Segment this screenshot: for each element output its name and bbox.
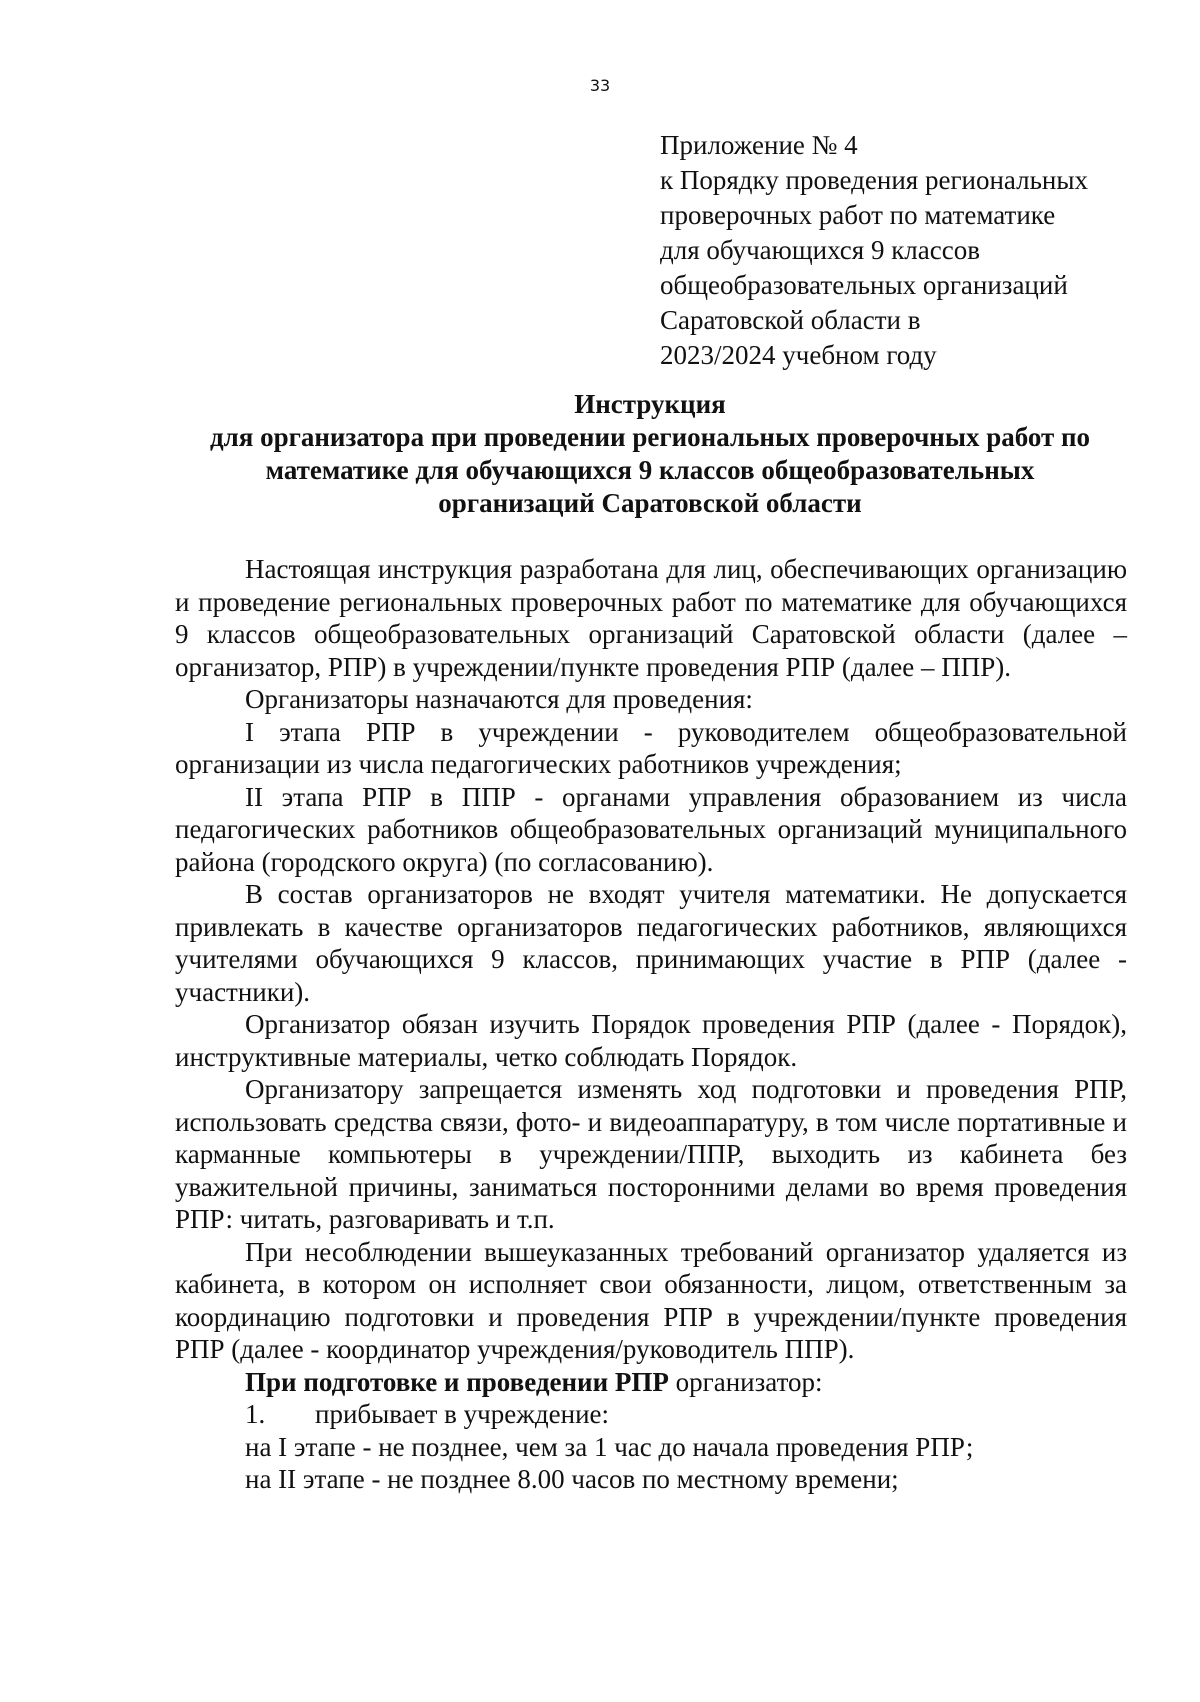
appendix-line: 2023/2024 учебном году <box>660 340 937 370</box>
appendix-line: общеобразовательных организаций <box>660 270 1068 300</box>
paragraph-stage-two: II этапа РПР в ППР - органами управления образованием из числа педагогических работников общеобразовательных организаций муниципального района (городского округа) (по согласованию). <box>175 781 1127 877</box>
duties-intro-bold: При подготовке и проведении РПР <box>245 1366 669 1397</box>
list-item-1-line-1: на I этапе - не позднее, чем за 1 час до начала проведения РПР; <box>245 1431 974 1462</box>
paragraph-purpose: Настоящая инструкция разработана для лиц, обеспечивающих организацию и проведение региональных проверочных работ по математике для обучающихся 9 классов общеобразовательных организаций Саратовской области (далее – организатор, РПР) в учреждении/пункте проведения РПР (далее – ППР). <box>175 554 1127 682</box>
appendix-header <box>660 128 1140 373</box>
paragraph-duties-intro <box>175 1366 1127 1399</box>
appendix-line: Саратовской области в <box>660 305 921 335</box>
paragraph-removal: При несоблюдении вышеуказанных требований организатор удаляется из кабинета, в котором он исполняет свои обязанности, лицом, ответственным за координацию подготовки и проведения РПР в учреждении/пункте проведения РПР (далее - координатор учреждения/руководитель ППР). <box>175 1236 1127 1364</box>
appendix-line: к Порядку проведения региональных <box>660 165 1089 195</box>
page-number: 33 <box>589 76 611 95</box>
paragraph-prohibitions: Организатору запрещается изменять ход подготовки и проведения РПР, использовать средства связи, фото- и видеоаппаратуру, в том числе портативные и карманные компьютеры в учреждении/ППР, выходить из кабинета без уважительной причины, заниматься посторонними делами во время проведения РПР: читать, разговаривать и т.п. <box>175 1074 1127 1234</box>
appendix-line: для обучающихся 9 классов <box>660 235 980 265</box>
title-line: математике для обучающихся 9 классов общеобразовательных <box>265 455 1035 485</box>
paragraph-obligations: Организатор обязан изучить Порядок проведения РПР (далее - Порядок), инструктивные материалы, четко соблюдать Порядок. <box>175 1009 1127 1072</box>
paragraph-exclusions: В состав организаторов не входят учителя математики. Не допускается привлекать в качестве организаторов педагогических работников, являющихся учителями обучающихся 9 классов, принимающих участие в РПР (далее - участники). <box>175 879 1127 1007</box>
list-item-1 <box>175 1398 1127 1431</box>
paragraph-stage-one: I этапа РПР в учреждении - руководителем общеобразовательной организации из числа педагогических работников учреждения; <box>175 716 1127 779</box>
title-line: организаций Саратовской области <box>438 488 862 518</box>
list-item-1-line-2: на II этапе - не позднее 8.00 часов по местному времени; <box>245 1464 899 1494</box>
duties-intro-rest: организатор: <box>668 1366 823 1397</box>
appendix-line: проверочных работ по математике <box>660 200 1056 230</box>
list-item-text: прибывает в учреждение: <box>315 1399 610 1429</box>
document-title <box>150 388 1150 520</box>
paragraph-appointment: Организаторы назначаются для проведения: <box>245 684 753 714</box>
title-heading: Инструкция <box>574 389 726 419</box>
appendix-line: Приложение № 4 <box>660 130 858 160</box>
document-body <box>175 553 1127 1496</box>
list-item-number: 1. <box>245 1399 266 1429</box>
title-line: для организатора при проведении региональных проверочных работ по <box>209 422 1091 452</box>
